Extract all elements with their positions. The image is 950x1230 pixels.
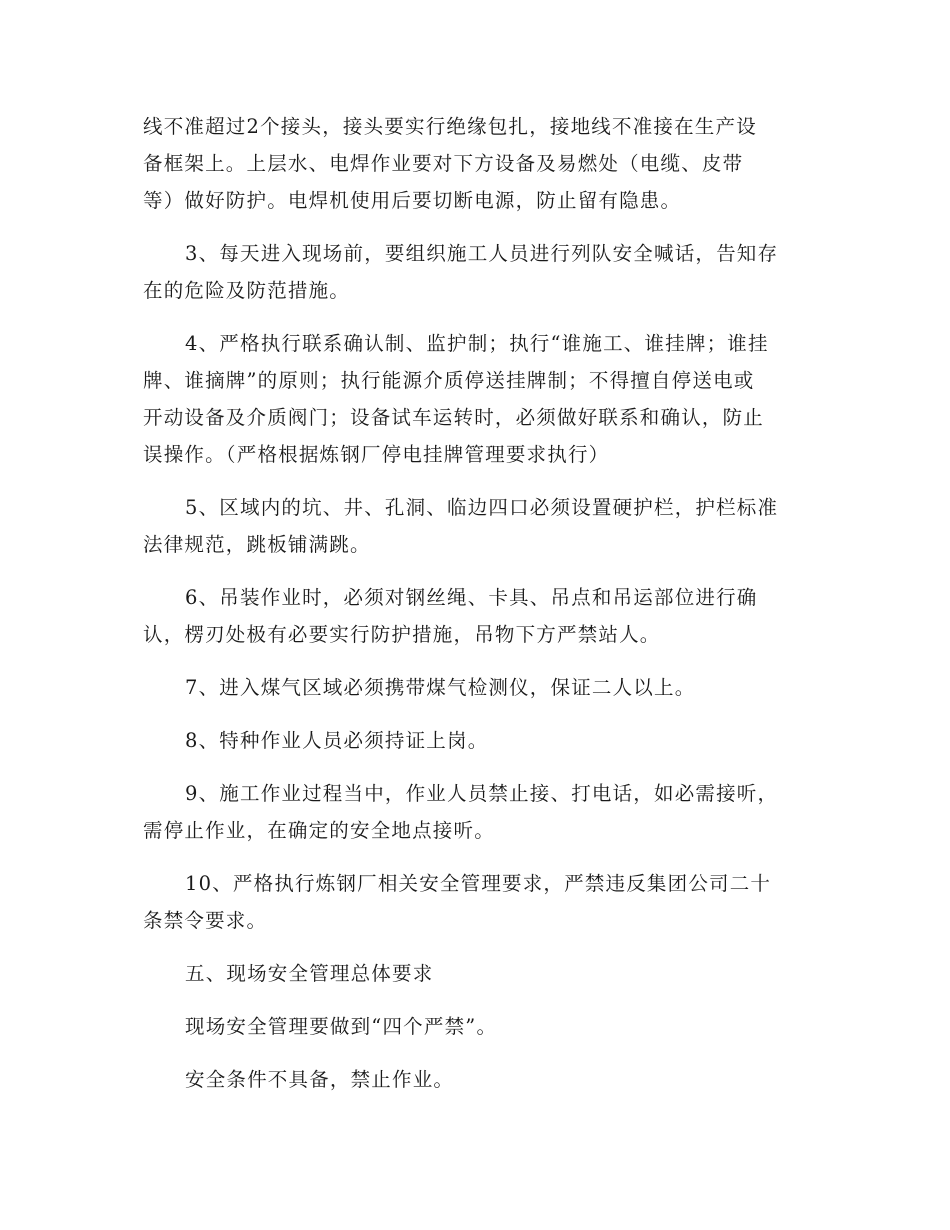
section-heading: 五、现场安全管理总体要求	[185, 962, 434, 985]
text-line: 认，楞刃处极有必要实行防护措施，吊物下方严禁站人。	[143, 623, 661, 646]
text-line: 线不准超过2个接头，接头要实行绝缘包扎，接地线不准接在生产设	[143, 115, 757, 138]
text-line: 牌、谁摘牌”的原则；执行能源介质停送挂牌制；不得擅自停送电或	[143, 369, 755, 392]
text-line: 在的危险及防范措施。	[143, 279, 351, 302]
text-line: 安全条件不具备，禁止作业。	[185, 1068, 455, 1091]
text-line: 法律规范，跳板铺满跳。	[143, 533, 371, 556]
paragraph-item-3	[143, 235, 811, 309]
document-body	[143, 108, 811, 1114]
paragraph-safety-condition	[143, 1061, 811, 1098]
paragraph-item-9	[143, 775, 811, 849]
text-line: 9、施工作业过程当中，作业人员禁止接、打电话，如必需接听，	[185, 782, 779, 805]
paragraph-item-5	[143, 489, 811, 563]
paragraph-item-7	[143, 669, 811, 706]
text-line: 4、严格执行联系确认制、监护制；执行“谁施工、谁挂牌；谁挂	[185, 332, 769, 355]
text-line: 7、进入煤气区域必须携带煤气检测仪，保证二人以上。	[185, 676, 696, 699]
section-heading-five	[143, 955, 811, 992]
text-line: 需停止作业，在确定的安全地点接听。	[143, 819, 495, 842]
paragraph-four-prohibitions	[143, 1008, 811, 1045]
text-line: 现场安全管理要做到“四个严禁”。	[185, 1015, 498, 1038]
text-line: 等）做好防护。电焊机使用后要切断电源，防止留有隐患。	[143, 189, 682, 212]
paragraph-item-10	[143, 865, 811, 939]
paragraph-item-4	[143, 325, 811, 473]
text-line: 3、每天进入现场前，要组织施工人员进行列队安全喊话，告知存	[185, 242, 779, 265]
paragraph-item-8	[143, 722, 811, 759]
text-line: 条禁令要求。	[143, 909, 268, 932]
text-line: 开动设备及介质阀门；设备试车运转时，必须做好联系和确认，防止	[143, 406, 765, 429]
text-line: 备框架上。上层水、电焊作业要对下方设备及易燃处（电缆、皮带	[143, 152, 744, 175]
paragraph-welding-continuation	[143, 108, 811, 219]
text-line: 误操作。（严格根据炼钢厂停电挂牌管理要求执行）	[143, 443, 610, 466]
text-line: 5、区域内的坑、井、孔洞、临边四口必须设置硬护栏，护栏标准	[185, 496, 779, 519]
text-line: 10、严格执行炼钢厂相关安全管理要求，严禁违反集团公司二十	[185, 872, 772, 895]
text-line: 6、吊装作业时，必须对钢丝绳、卡具、吊点和吊运部位进行确	[185, 586, 758, 609]
paragraph-item-6	[143, 579, 811, 653]
text-line: 8、特种作业人员必须持证上岗。	[185, 729, 489, 752]
